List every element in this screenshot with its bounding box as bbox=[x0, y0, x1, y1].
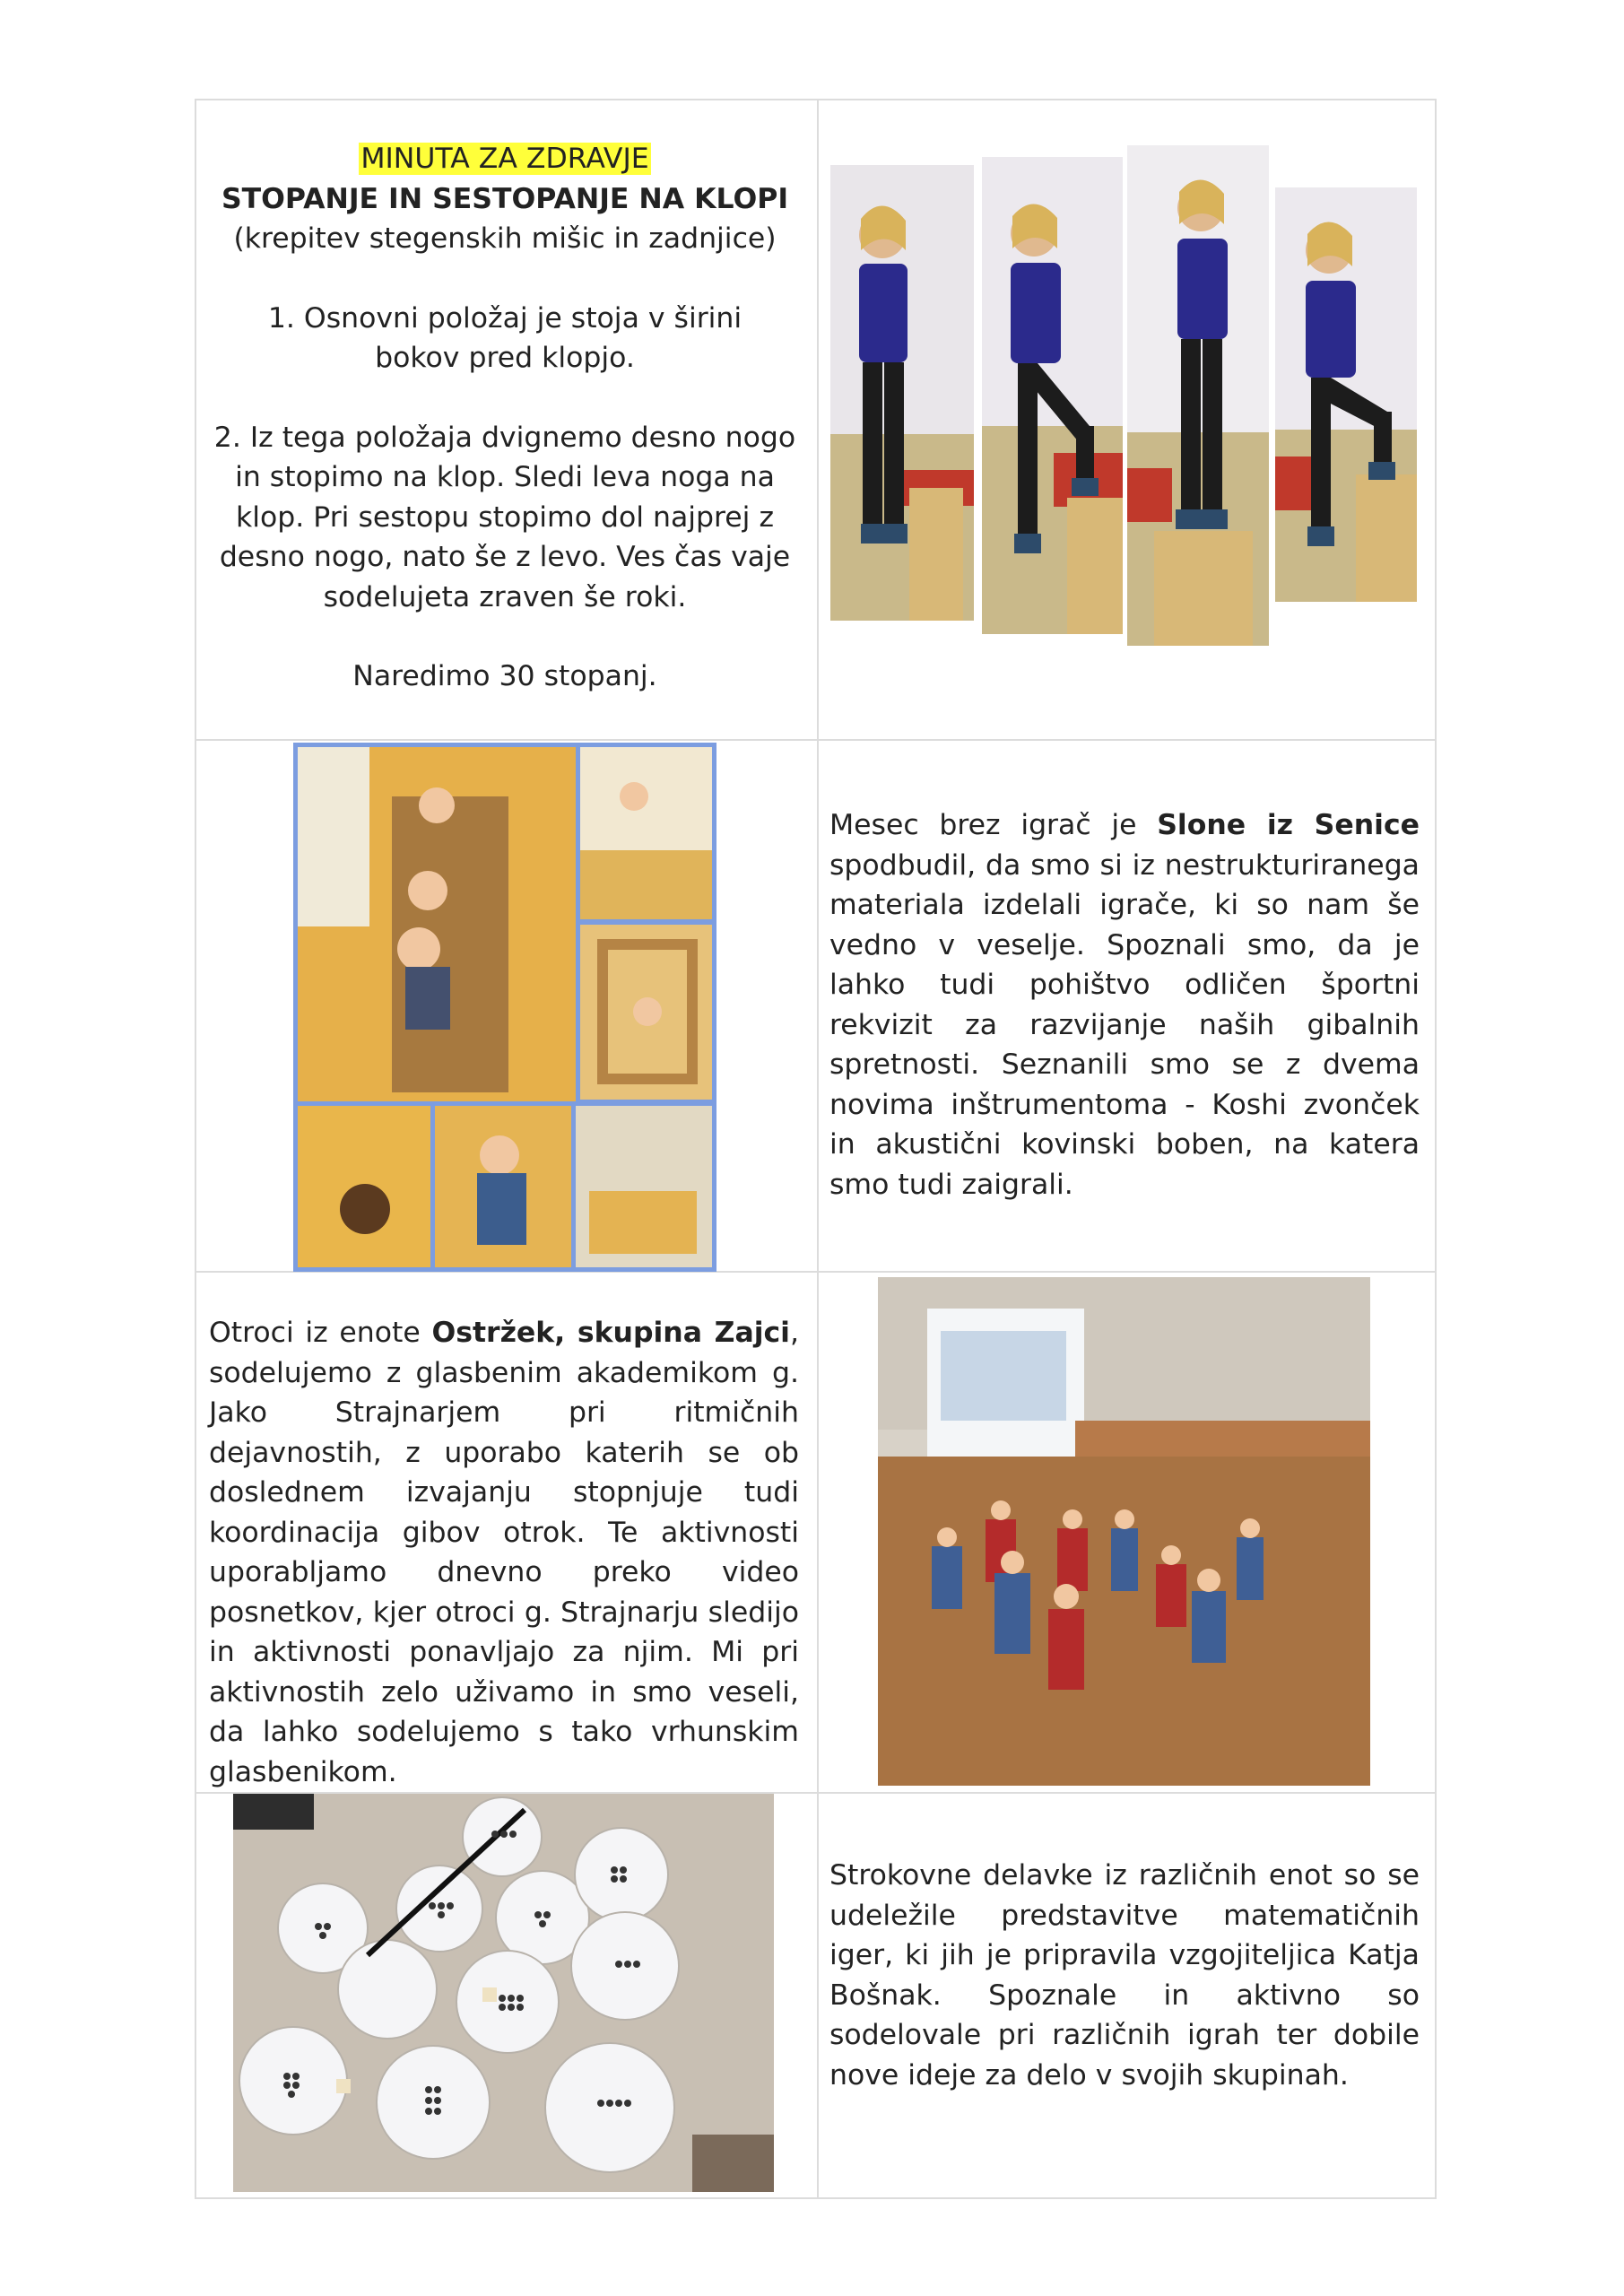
toy-month-paragraph bbox=[829, 805, 1420, 1205]
exercise-subtitle: (krepitev stegenskih mišic in zadnjice) bbox=[233, 222, 777, 255]
toy-month-bold: Slone iz Senice bbox=[1157, 809, 1420, 841]
toy-month-rest: spodbudil, da smo si iz nestrukturiranega materiala izdelali igrače, ki so nam še vedno v veselje. Spoznali smo, da je lahko tudi pohištvo odličen športni rekvizit za razvijanje naših gibalnih spretnosti. Seznanili smo se z dvema novima inštrumentoma - Koshi zvonček in akustični kovinski boben, na katera smo tudi zaigrali. bbox=[829, 848, 1420, 1201]
step-photo-4 bbox=[1275, 187, 1417, 602]
math-games-paragraph: Strokovne delavke iz različnih enot so se udeležile predstavitve matematičnih iger, ki jih je pripravila vzgojiteljica Katja Bošnak. Spoznale in aktivno so sodelovale pri različnih igrah ter dobile nove ideje za delo v svojih skupinah. bbox=[829, 1859, 1420, 2092]
toy-month-intro: Mesec brez igrač je bbox=[829, 809, 1158, 841]
music-rest: , sodelujemo z glasbenim akademikom g. Jako Strajnarjem pri ritmičnih dejavnostih, z uporabo katerih se ob doslednem izvajanju stopnjuje tudi koordinacija gibov otrok. Te aktivnosti uporabljamo dnevno preko video posnetkov, kjer otroci g. Strajnarju sledijo in aktivnosti ponavljajo za njim. Mi pri aktivnostih zelo uživamo in smo veseli, da lahko sodelujemo s tako vrhunskim glasbenikom. bbox=[209, 1317, 799, 1788]
step-photo-3 bbox=[1127, 145, 1269, 646]
classroom-photo bbox=[878, 1277, 1370, 1786]
exercise-step-2: 2. Iz tega položaja dvignemo desno nogo in stopimo na klop. Sledi leva noga na klop. Pri sestopu stopimo dol najprej z desno nogo, nato še z levo. Ves čas vaje sodelujeta zraven še roki. bbox=[213, 421, 796, 613]
exercise-highlight-title: MINUTA ZA ZDRAVJE bbox=[360, 143, 649, 175]
column-divider bbox=[817, 100, 819, 2197]
music-paragraph bbox=[209, 1313, 799, 1792]
exercise-step-1: 1. Osnovni položaj je stoja v širini bokov pred klopjo. bbox=[267, 301, 743, 374]
step-photo-2 bbox=[982, 157, 1123, 634]
math-games-photo bbox=[233, 1794, 774, 2192]
exercise-title: STOPANJE IN SESTOPANJE NA KLOPI bbox=[221, 182, 789, 215]
furniture-collage bbox=[293, 743, 716, 1272]
music-intro: Otroci iz enote bbox=[209, 1317, 432, 1349]
step-photo-1 bbox=[830, 165, 974, 621]
exercise-text-block bbox=[206, 139, 803, 697]
music-bold: Ostržek, skupina Zajci bbox=[431, 1317, 790, 1349]
row-divider bbox=[196, 739, 1435, 741]
exercise-repeat: Naredimo 30 stopanj. bbox=[352, 660, 657, 692]
